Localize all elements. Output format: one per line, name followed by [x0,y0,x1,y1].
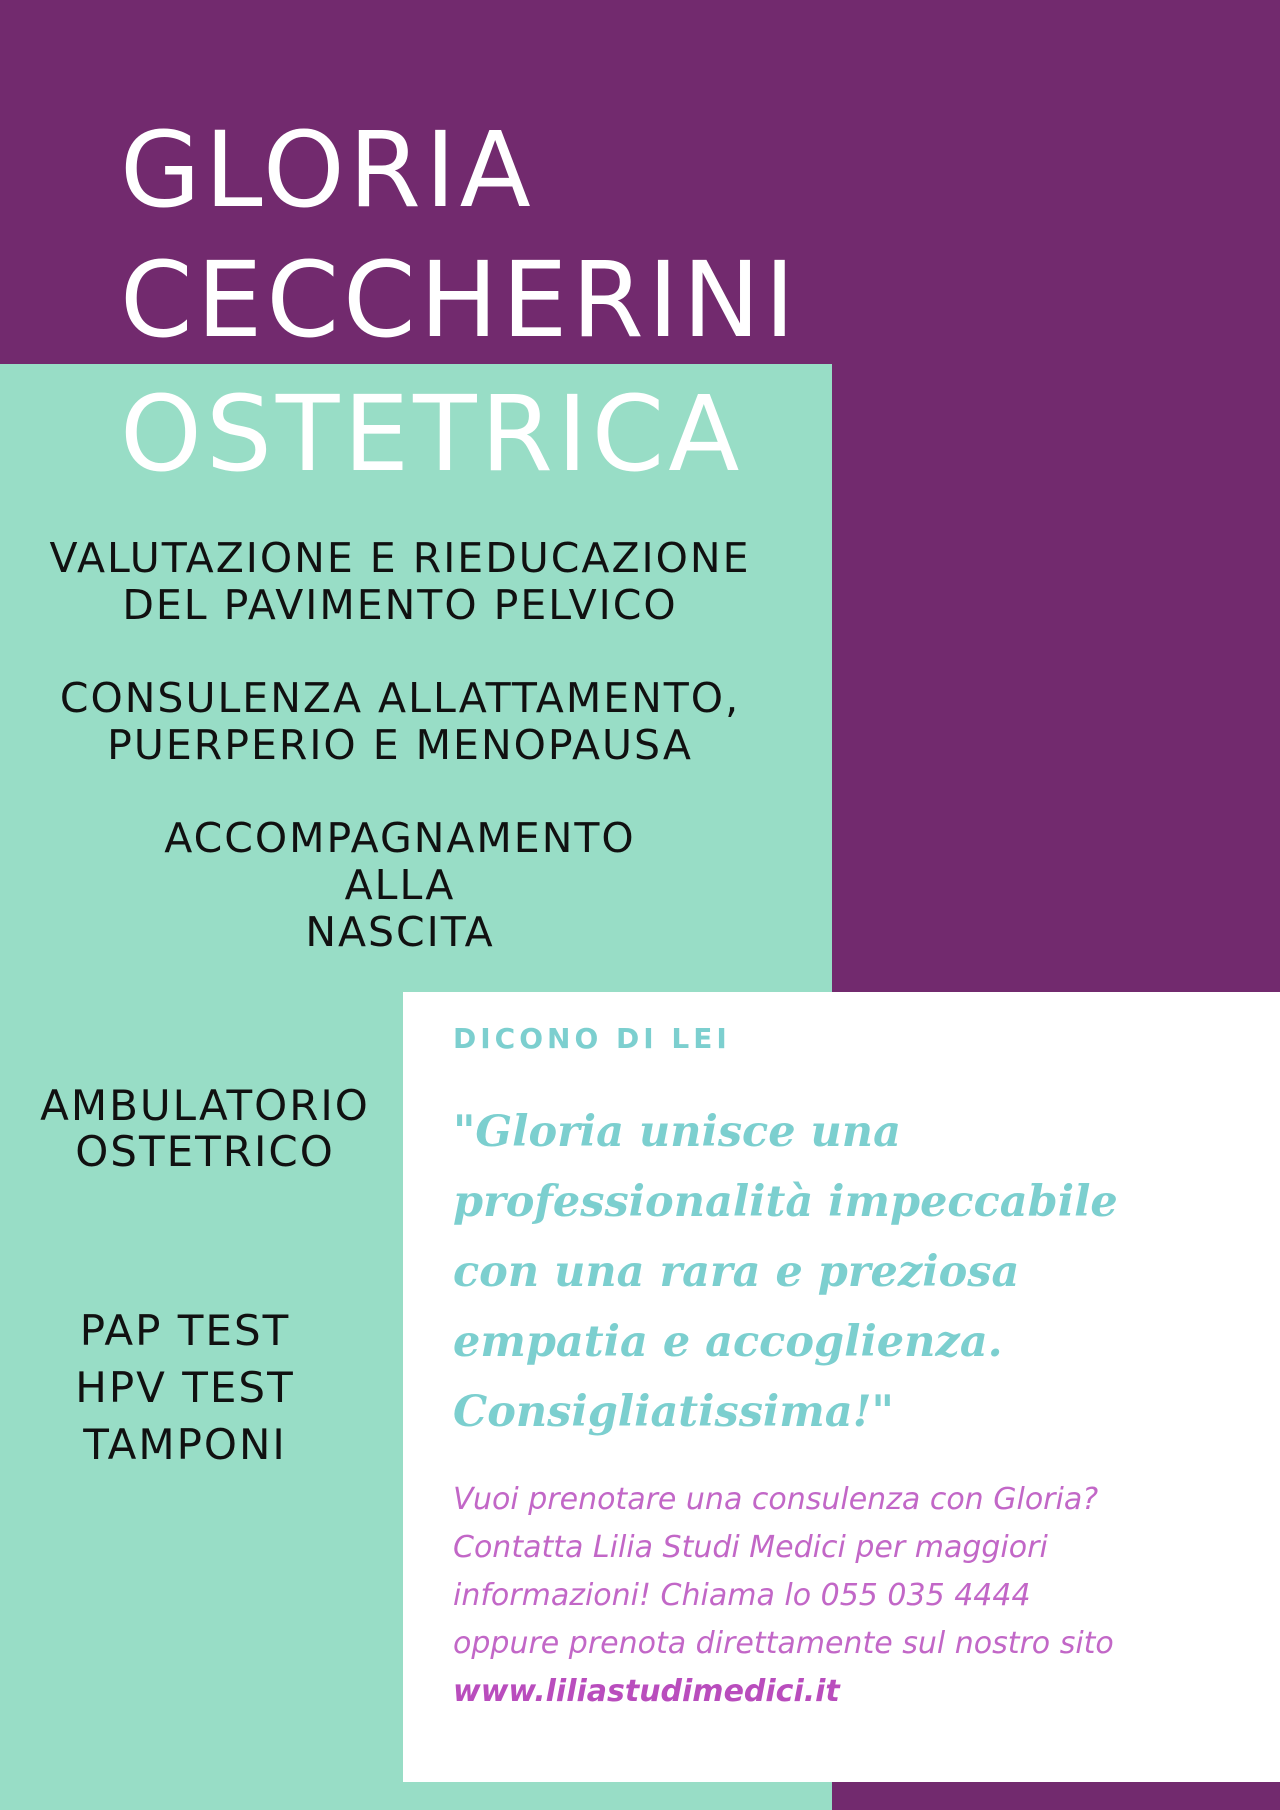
testimonial-heading: DICONO DI LEI [453,1022,731,1055]
service-line: VALUTAZIONE E RIEDUCAZIONE [49,534,751,582]
service-line: NASCITA [305,908,495,956]
quote-line: con una rara e preziosa [453,1247,1020,1297]
quote-line: "Gloria unisce una [453,1107,901,1157]
service-tests [20,1302,350,1473]
test-item: TAMPONI [83,1420,287,1469]
name-last: CECCHERINI [120,239,799,361]
quote-line: professionalità impeccabile [453,1177,1118,1227]
contact-info [453,1476,1233,1716]
service-line: AMBULATORIO [40,1081,370,1130]
service-ambulatorio [0,1083,410,1175]
service-consulting [0,675,800,769]
contact-line: informazioni! Chiama lo 055 035 4444 [453,1578,1031,1613]
quote-line: empatia e accoglienza. [453,1317,1003,1367]
service-line: ALLA [344,861,456,909]
test-item: PAP TEST [79,1306,291,1355]
testimonial-quote [453,1097,1213,1447]
service-line: PUERPERIO E MENOPAUSA [107,721,693,769]
website-link[interactable]: www.liliastudimedici.it [453,1674,840,1709]
service-line: CONSULENZA ALLATTAMENTO, [59,674,741,722]
service-line: DEL PAVIMENTO PELVICO [122,581,678,629]
contact-line: Contatta Lilia Studi Medici per maggiori [453,1530,1048,1565]
service-line: ACCOMPAGNAMENTO [164,814,636,862]
test-item: HPV TEST [75,1363,295,1412]
service-birth-support [0,815,800,956]
contact-line: oppure prenota direttamente sul nostro sito [453,1626,1114,1661]
name-first: GLORIA [120,109,535,231]
contact-line: Vuoi prenotare una consulenza con Gloria? [453,1482,1099,1517]
service-line: OSTETRICO [75,1127,335,1176]
service-pelvic-floor [0,535,800,629]
quote-line: Consigliatissima!" [453,1387,894,1437]
profession-title: OSTETRICA [120,373,744,495]
